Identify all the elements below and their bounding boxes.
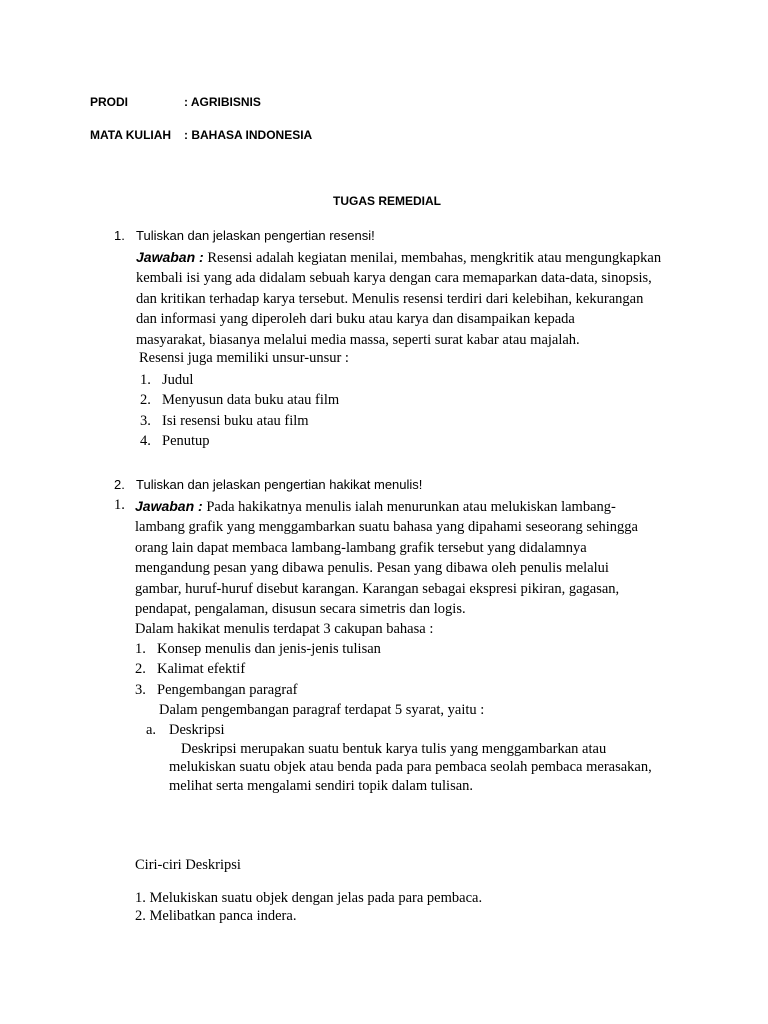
answer-1-line: dan kritikan terhadap karya tersebut. Menulis resensi terdiri dari kelebihan, kekurangan — [136, 290, 644, 307]
answer-2-number: 1. — [114, 497, 125, 513]
answer-2-label: Jawaban : — [135, 498, 203, 514]
unsur-intro: Resensi juga memiliki unsur-unsur : — [139, 350, 349, 366]
question-1-text: Tuliskan dan jelaskan pengertian resensi! — [136, 228, 375, 243]
deskripsi-line: melihat serta mengalami sendiri topik dalam tulisan. — [169, 777, 474, 794]
list-item: 3. Pengembangan paragraf — [135, 681, 298, 698]
answer-1-line: kembali isi yang ada didalam sebuah karya dengan cara memaparkan data-data, sinopsis, — [136, 270, 652, 287]
list-item: 1. Konsep menulis dan jenis-jenis tulisan — [135, 641, 381, 657]
answer-2-line: orang lain dapat membaca lambang-lambang grafik tersebut yang didalamnya — [135, 539, 587, 556]
answer-1-line: Resensi adalah kegiatan menilai, membahas, mengkritik atau mengungkapkan — [207, 250, 662, 266]
mata-kuliah-value: : BAHASA INDONESIA — [184, 128, 313, 142]
unsur-list — [140, 370, 339, 452]
list-item: 2. Melibatkan panca indera. — [135, 908, 297, 925]
question-2-number: 2. — [114, 477, 125, 492]
list-item: 2. Menyusun data buku atau film — [140, 392, 340, 409]
syarat-intro: Dalam pengembangan paragraf terdapat 5 syarat, yaitu : — [159, 702, 485, 718]
answer-1-label: Jawaban : — [136, 249, 204, 265]
ciri-list — [135, 889, 482, 926]
cakupan-list — [135, 639, 381, 700]
question-2-text: Tuliskan dan jelaskan pengertian hakikat menulis! — [136, 477, 423, 492]
answer-2-line: pendapat, pengalaman, disusun secara simetris dan logis. — [135, 601, 466, 618]
mata-kuliah-label: MATA KULIAH — [90, 128, 172, 142]
list-item: 1. Melukiskan suatu objek dengan jelas pada para pembaca. — [135, 890, 483, 906]
list-item: 4. Penutup — [140, 433, 210, 450]
question-1-number: 1. — [114, 228, 125, 243]
cakupan-intro: Dalam hakikat menulis terdapat 3 cakupan bahasa : — [135, 621, 434, 638]
answer-2-line: gambar, huruf-huruf disebut karangan. Karangan sebagai ekspresi pikiran, gagasan, — [135, 580, 620, 597]
document-title: TUGAS REMEDIAL — [333, 194, 441, 208]
answer-1-line: masyarakat, biasanya melalui media massa, seperti surat kabar atau majalah. — [136, 331, 580, 348]
deskripsi-line: melukiskan suatu objek atau benda pada para pembaca seolah pembaca merasakan, — [169, 759, 652, 776]
list-item: 1. Judul — [140, 372, 194, 388]
deskripsi-paragraph — [169, 740, 652, 795]
answer-1-line: dan informasi yang diperoleh dari buku atau karya dan disampaikan kepada — [136, 311, 575, 328]
prodi-value: : AGRIBISNIS — [184, 95, 261, 109]
answer-1-paragraph — [136, 247, 661, 350]
answer-2-line: mengandung pesan yang dibawa penulis. Pesan yang dibawa oleh penulis melalui — [135, 560, 609, 577]
ciri-title: Ciri-ciri Deskripsi — [135, 857, 241, 873]
answer-2-line: Pada hakikatnya menulis ialah menurunkan atau melukiskan lambang- — [206, 499, 616, 515]
sub-item-letter: a. — [146, 722, 157, 738]
sub-item-title: Deskripsi — [169, 722, 225, 738]
prodi-label: PRODI — [90, 95, 129, 109]
list-item: 3. Isi resensi buku atau film — [140, 412, 309, 429]
list-item: 2. Kalimat efektif — [135, 661, 246, 678]
answer-2-paragraph — [135, 496, 638, 640]
deskripsi-line: Deskripsi merupakan suatu bentuk karya tulis yang menggambarkan atau — [181, 741, 607, 757]
answer-2-line: lambang grafik yang menggambarkan suatu bahasa yang dipahami seseorang sehingga — [135, 519, 638, 536]
